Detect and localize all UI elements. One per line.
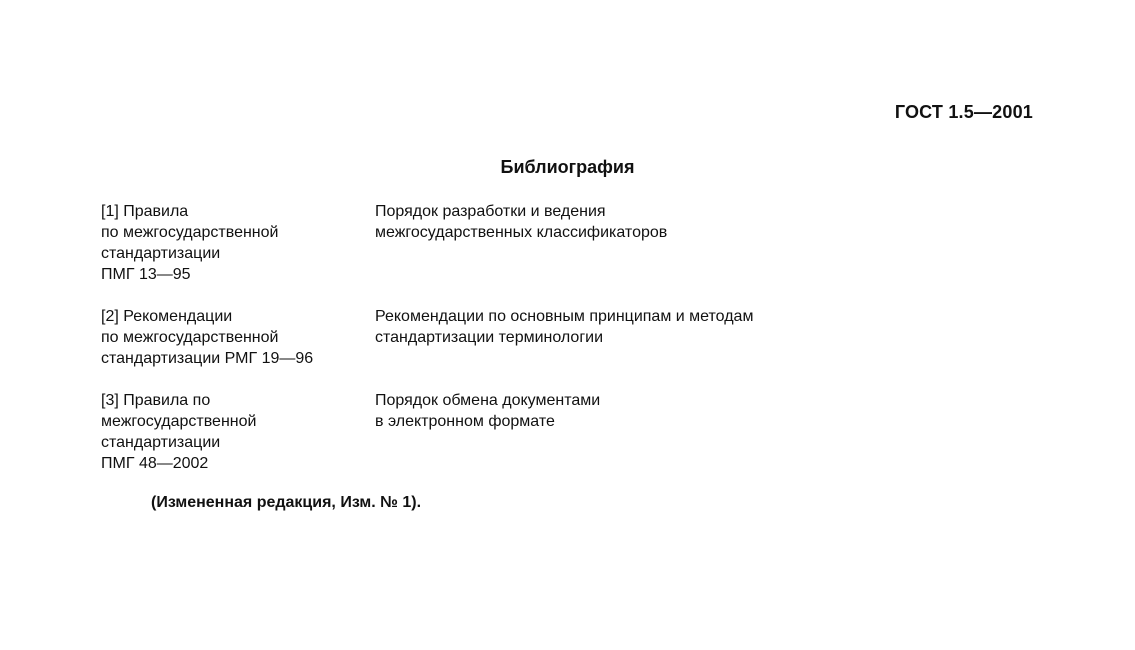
bibliography-entry [101,306,861,369]
amendment-note: (Измененная редакция, Изм. № 1). [151,494,422,511]
bibliography-description [375,201,861,285]
bibliography-reference [101,306,375,369]
reference-line: [3] Правила по [101,392,211,409]
reference-line: [1] Правила [101,203,189,220]
section-title: Библиография [500,157,635,177]
bibliography-entry [101,201,861,285]
description-line: стандартизации терминологии [375,329,604,346]
bibliography-entry [101,390,861,474]
reference-line: стандартизации [101,434,221,451]
bibliography-reference [101,201,375,285]
reference-line: по межгосударственной [101,224,279,241]
description-line: Рекомендации по основным принципам и методам [375,308,754,325]
bibliography-description [375,390,861,474]
reference-line: межгосударственной [101,413,257,430]
reference-line: стандартизации [101,245,221,262]
reference-line: ПМГ 48—2002 [101,455,209,472]
reference-line: ПМГ 13—95 [101,266,191,283]
description-line: Порядок обмена документами [375,392,601,409]
bibliography-reference [101,390,375,474]
description-line: межгосударственных классификаторов [375,224,668,241]
description-line: в электронном формате [375,413,555,430]
description-line: Порядок разработки и ведения [375,203,606,220]
bibliography-list [101,201,861,495]
bibliography-description [375,306,861,369]
reference-line: [2] Рекомендации [101,308,233,325]
reference-line: по межгосударственной [101,329,279,346]
document-code: ГОСТ 1.5—2001 [894,102,1033,122]
reference-line: стандартизации РМГ 19—96 [101,350,314,367]
